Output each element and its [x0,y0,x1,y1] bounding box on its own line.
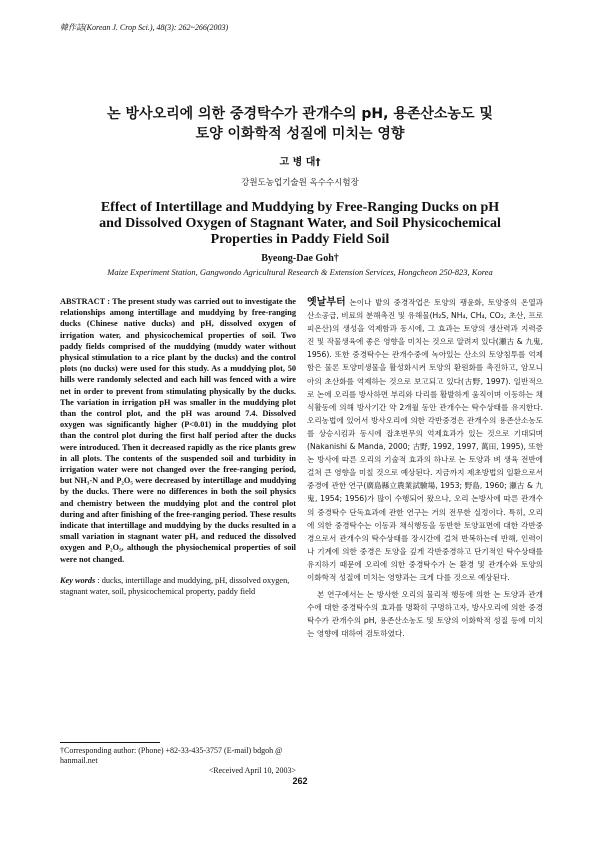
page-number: 262 [292,776,308,786]
corresponding-author: †Corresponding author: (Phone) +82-33-435-3757 (E-mail) bdgoh @ hanmail.net [60,746,283,765]
journal-citation: 韓作誌(Korean J. Crop Sci.), 48(3): 262~266(2003) [60,23,229,32]
english-title-line-1: Effect of Intertillage and Muddying by Free-Ranging Ducks on pH [100,200,500,215]
abstract: ABSTRACT : The present study was carried out to investigate the relationships among intertillage and muddying by free-ranging ducks (Chinese native ducks) and pH, dissolved oxygen of irrigation water, and physicochemical properties of soil. Two paddy fields comprised of the muddying (muddy water without physical stimulation to a rice plant by the ducks) and the control plots (no ducks) were used for this study. As a muddying plot, 50 hills were randomly selected and each hill was fenced with a wire net in order to prevent from stimulating physically by the ducks. The variation in irrigation pH was smaller in the muddying plot than the control plot, and the pH was around 7.4. Dissolved oxygen was significantly higher (P<0.01) in the muddying plot than the control plot during the first half period after the ducks were introduced. Then it decreased rapidly as the rice plants grew in all plots. The contents of the suspended soil and turbidity in irrigation water were not changed over the free-ranging period, but NH₃-N and P₂O₅ were decreased by intertillage and muddying by the ducks. There were no differences in both the soil physics and chemistry between the muddying plot and the control plot during and after finishing of the free-ranging period. These results indicate that intertillage and muddying by the ducks resulted in a small variation in stagnant water pH, and reduced the dissolved oxygen and P₂O₅, although the physiochemical properties of soil were not changed. [60,297,296,564]
keywords-label: Key words [60,575,96,585]
korean-title [60,104,540,144]
right-column [307,296,543,640]
korean-affiliation: 강원도농업기술원 옥수수시험장 [241,178,359,188]
keywords-text: : ducks, intertillage and muddying, pH, dissolved oxygen, stagnant water, soil, physicochemical property, paddy field [60,575,290,597]
keywords [60,575,296,597]
intro-paragraph-2: 본 연구에서는 논 방사한 오리의 물리적 행동에 의한 논 토양과 관개수에 대한 중경탁수의 효과를 명확히 구명하고자, 방사오리에 의한 중경탁수가 관개수의 pH, 용존산소농도 및 토양의 이화학적 성질 등에 미치는 영향에 대하여 검토하였다. [307,590,543,639]
intro-lead-word: 옛날부터 [307,297,346,308]
footnote [60,742,296,776]
korean-author: 고 병 대† [279,157,321,168]
korean-title-line-2: 토양 이화학적 성질에 미치는 영향 [195,126,405,142]
intro-paragraph-1 [307,296,543,584]
received-date: <Received April 10, 2003> [208,766,296,775]
intro-paragraph-1-text: 논이나 밭의 중경작업은 토양의 팽윤화, 토양중의 온열과 산소공급, 비료의 분해촉진 및 유해물(H₂S, NH₄, CH₄, CO₂, 초산, 프로피온산)의 생성을 억제함과 동시에, 그 효과는 토양의 생산력과 지력증진 및 작물생육에 좋은 영향을 미치는 것으로 알려져 있다(瀬古 & 九鬼, 1956). 또한 중경탁수는 관개수중에 녹아있는 산소의 토양침투를 억제함은 물론 토양미생물을 활성화시켜 토양의 환원화를 촉진하고, 암모니아의 초산화를 억제하는 것으로 보고되고 있다(古野, 1997). 일반적으로 논에 오리를 방사하면 부리와 다리를 활발하게 움직이며 이동하는 채식활동에 의해 방사기간 약 2개월 동안 관개수는 탁수상태를 유지한다. 오리농법에 있어서 방사오리에 의한 각반중경은 관개수의 용존산소농도를 상승시킴과 동시에 잡초번무의 억제효과가 있는 것으로 기대되며(Nakanishi & Manda, 2000; 古野, 1992, 1997, 萬田, 1995), 또한 논 방사에 따른 오리의 기술적 효과의 하나로 논 토양과 벼 생육 전반에 걸쳐 큰 영향을 미칠 것으로 예상된다. 지금까지 제초방법의 일환으로서 중경에 관한 연구(廣島縣立農業試驗場, 1953; 野島, 1960; 瀬古 & 九鬼, 1954; 1956)가 많이 수행되어 왔으나, 오리 논방사에 따른 관개수의 중경탁수 단독효과에 관한 연구는 거의 전무한 실정이다. 특히, 오리에 의한 중경탁수는 이동과 채식행동을 동반한 토양표면에 대한 각반중경으로서 관개수의 탁수상태를 장시간에 걸쳐 반복하는데 반해, 인력이나 기계에 의한 중경은 토양을 깊게 각반중경하고 단기적인 탁수상태를 유지하기 때문에 오리에 의한 중경탁수가 논 환경 및 관개수와 토양의 이화학적 성질에 미치는 영향과는 크게 다를 것으로 예상된다. [307,298,543,582]
english-affiliation: Maize Experiment Station, Gangwondo Agricultural Research & Extension Services, Hongcheon 250-823, Korea [107,267,493,277]
left-column [60,296,296,597]
english-title [70,200,530,248]
english-author: Byeong-Dae Goh† [261,253,339,264]
english-title-line-3: Properties in Paddy Field Soil [210,232,390,247]
korean-title-line-1: 논 방사오리에 의한 중경탁수가 관개수의 pH, 용존산소농도 및 [107,106,493,122]
english-title-line-2: and Dissolved Oxygen of Stagnant Water, and Soil Physicochemical [99,216,501,231]
footnote-rule [60,742,160,743]
